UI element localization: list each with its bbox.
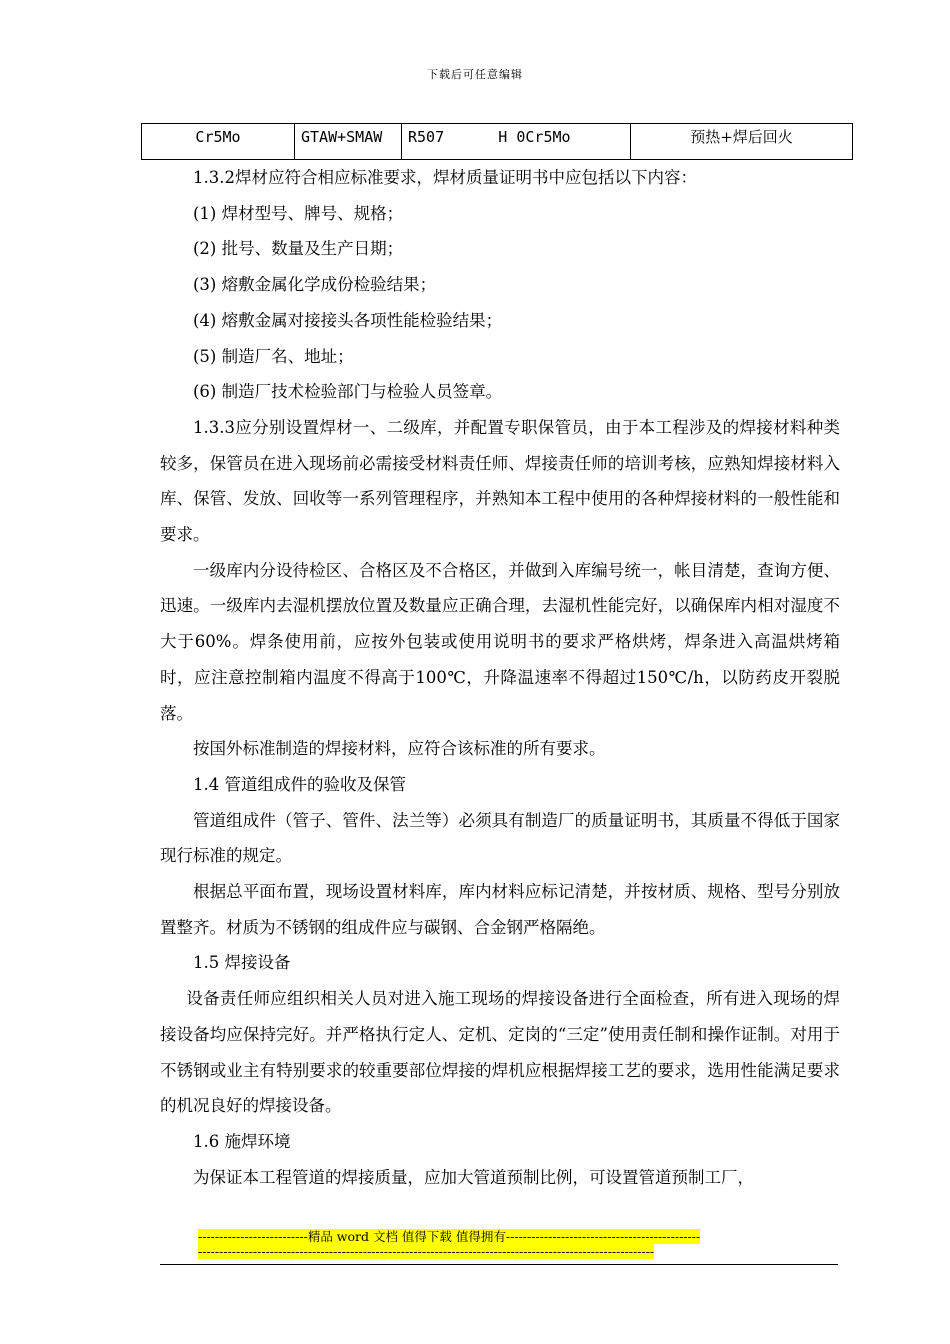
list-item: (5) 制造厂名、地址； — [193, 346, 354, 366]
paragraph: 1.3.2焊材应符合相应标准要求，焊材质量证明书中应包括以下内容： — [193, 168, 697, 187]
section-heading: 1.5 焊接设备 — [193, 953, 291, 973]
footer-divider — [160, 1264, 838, 1265]
list-item: (6) 制造厂技术检验部门与检验人员签章。 — [193, 382, 503, 402]
list-item: (1) 焊材型号、牌号、规格； — [193, 203, 404, 223]
paragraph: 为保证本工程管道的焊接质量，应加大管道预制比例，可设置管道预制工厂， — [193, 1167, 754, 1187]
section-heading: 1.4 管道组成件的验收及保管 — [193, 774, 406, 794]
paragraph: 按国外标准制造的焊接材料，应符合该标准的所有要求。 — [193, 739, 606, 759]
table-cell-material: Cr5Mo — [142, 124, 295, 160]
footer-line-2: ------------------------------------------------------------------------------------------------------------ — [198, 1244, 655, 1259]
table-cell-heat-treatment: 预热+焊后回火 — [631, 124, 853, 160]
page-footer — [198, 1229, 798, 1259]
list-item: (3) 熔敷金属化学成份检验结果； — [193, 275, 437, 295]
table-cell-consumable: R507 H 0Cr5Mo — [402, 124, 631, 160]
table-row — [142, 124, 853, 160]
document-body — [160, 160, 840, 1195]
welding-spec-table — [141, 123, 853, 160]
list-item: (4) 熔敷金属对接接头各项性能检验结果； — [193, 310, 503, 330]
paragraph: 一级库内分设待检区、合格区及不合格区，并做到入库编号统一，帐目清楚，查询方便、迅速。一级库内去湿机摆放位置及数量应正确合理，去湿机性能完好，以确保库内相对湿度不大于60%。焊条使用前，应按外包装或使用说明书的要求严格烘烤，焊条进入高温烘烤箱时，应注意控制箱内温度不得高于100℃，升降温速率不得超过150℃/h，以防药皮开裂脱落。 — [160, 560, 840, 723]
paragraph: 根据总平面布置，现场设置材料库，库内材料应标记清楚，并按材质、规格、型号分别放置整齐。材质为不锈钢的组成件应与碳钢、合金钢严格隔绝。 — [160, 882, 840, 937]
list-item: (2) 批号、数量及生产日期； — [193, 239, 404, 259]
table-cell-method: GTAW+SMAW — [295, 124, 402, 160]
paragraph: 设备责任师应组织相关人员对进入施工现场的焊接设备进行全面检查，所有进入现场的焊接设备均应保持完好。并严格执行定人、定机、定岗的“三定”使用责任制和操作证制。对用于不锈钢或业主有特别要求的较重要部位焊接的焊机应根据焊接工艺的要求，选用性能满足要求的机况良好的焊接设备。 — [160, 989, 840, 1116]
paragraph: 1.3.3应分别设置焊材一、二级库，并配置专职保管员，由于本工程涉及的焊接材料种类较多，保管员在进入现场前必需接受材料责任师、焊接责任师的培训考核，应熟知焊接材料入库、保管、发放、回收等一系列管理程序，并熟知本工程中使用的各种焊接材料的一般性能和要求。 — [160, 417, 840, 545]
footer-line-1: --------------------------精品 word 文档 值得下载 值得拥有---------------------------------------------- — [198, 1229, 701, 1244]
paragraph: 管道组成件（管子、管件、法兰等）必须具有制造厂的质量证明书，其质量不得低于国家现行标准的规定。 — [160, 810, 840, 866]
page-header: 下载后可任意编辑 — [427, 68, 523, 81]
section-heading: 1.6 施焊环境 — [193, 1131, 291, 1151]
